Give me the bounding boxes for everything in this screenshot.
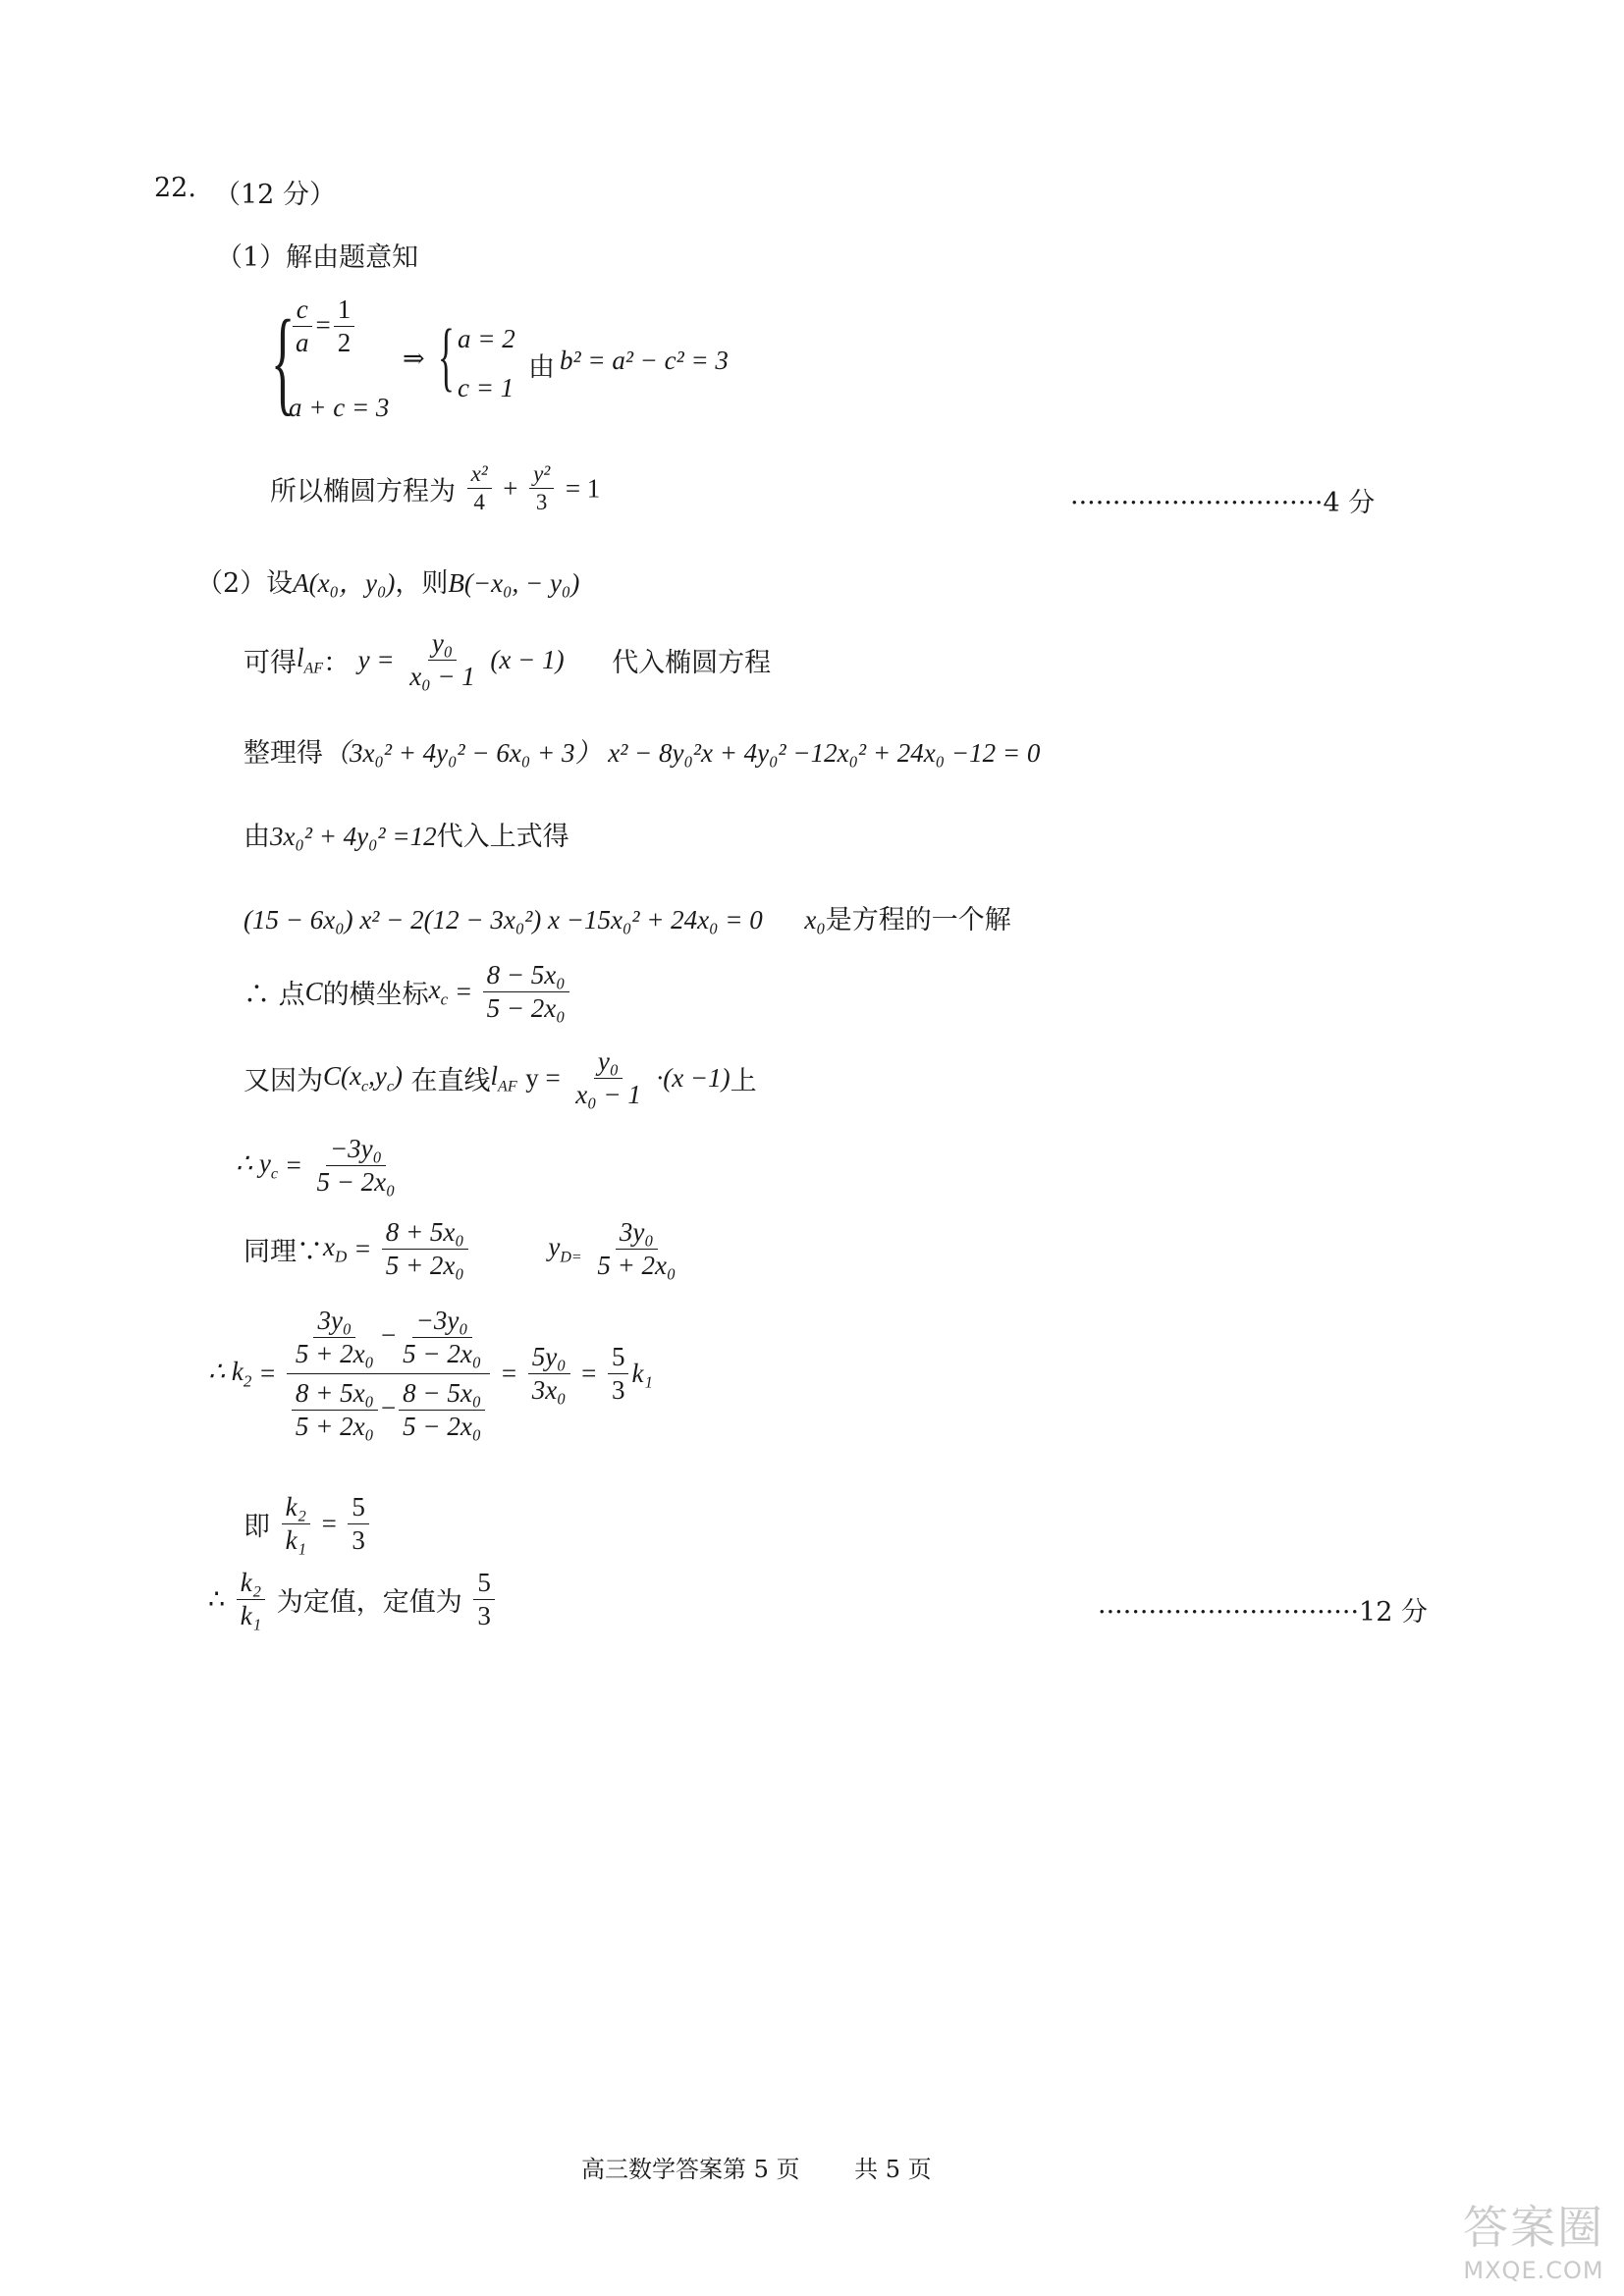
xc-line: ∴ 点C的横坐标$x_c$ = $\frac{\text{8 − 5x₀}}{\text{5 − 2x₀}}$ [244,960,572,1024]
ellipse-equation-line: 所以椭圆方程为 $\frac{\text{x²}}{4}$ + $\frac{\text{y²}}{3}$ = 1 [270,461,601,515]
yc-line: ∴ $y_c$ = $\frac{\text{−3y₀}}{\text{5 − 2x₀}}$ [236,1134,396,1198]
implies-arrow: ⇒ [403,344,425,373]
by-label: 由 [528,352,555,383]
page-footer: 高三数学答案第 5 页 共 5 页 [581,2156,932,2183]
line-af-equation: 可得$l_{AF}$： y = $\frac{\text{y₀}}{\text{x₀ − 1}}$ (x − 1) 代入椭圆方程 [244,628,772,692]
left-brace: { [271,295,296,426]
c-over-a-eq-half: $\frac{c}{a}$ = $\frac{1}{2}$ [289,294,357,358]
question-score: （12 分） [214,180,336,210]
a-plus-c-eq-3: a + c = 3 [289,393,390,422]
y2-over-3: $\frac{\text{y²}}{3}$ [529,461,554,516]
part1-label: （1）解由题意知 [216,242,419,273]
k2-derivation: ∴ $k_2$ = $\frac{\text{3y₀}}{\text{5 + 2x₀}}$ − $\frac{\text{−3y₀}}{\text{5 − 2x₀}}$ $\frac{\text{8 + 5x₀}}{\text{5 + 2x₀}}$ − $\frac{\text{8 − 5x₀}}{\text{5 − 2x₀}}$ = $\frac{\text{5y₀}}{\text{3x₀}}$ = $\frac{5}{3}$ k₁ [208,1306,653,1442]
b-squared-expr: b² = a² − c² = 3 [560,346,729,375]
part2-setup: （2）设A(x₀，y₀)，则B(−x₀, − y₀) [196,568,580,599]
score-4: ······························4 分 [1070,488,1376,518]
right-brace: { [438,313,455,399]
watermark-logo: 答案圈 MXQE.COM [1463,2201,1604,2284]
substitute-line: 由3x₀² + 4y₀² =12代入上式得 [244,822,569,852]
ratio-line: 即 $\frac{\text{k₂}}{\text{k₁}}$ = $\frac{5}{3}$ [244,1492,372,1556]
x2-over-4: $\frac{\text{x²}}{4}$ [467,461,492,516]
arrange-equation: 整理得（3x₀² + 4y₀² − 6x₀ + 3） x² − 8y₀²x + 4y₀² −12x₀² + 24x₀ −12 = 0 [244,738,1041,769]
a-eq-2: a = 2 [458,324,515,353]
question-number: 22. [154,173,196,203]
quadratic-equation: (15 − 6x₀) x² − 2(12 − 3x₀²) x −15x₀² + 24x₀ = 0 x₀是方程的一个解 [244,905,1011,935]
score-12: ·······························12 分 [1098,1597,1428,1628]
c-eq-1: c = 1 [458,373,514,402]
xd-yd-line: 同理$\because x_D$ = $\frac{\text{8 + 5x₀}}{\text{5 + 2x₀}}$ $y_{D=}$ $\frac{\text{3y₀}}{\text{5 + 2x₀}}$ [244,1217,677,1281]
final-conclusion: ∴ $\frac{\text{k₂}}{\text{k₁}}$ 为定值，定值为 $\frac{5}{3}$ [208,1568,498,1631]
k2-big-fraction: $\frac{\text{3y₀}}{\text{5 + 2x₀}}$ − $\frac{\text{−3y₀}}{\text{5 − 2x₀}}$ $\frac{\text{8 + 5x₀}}{\text{5 + 2x₀}}$ − $\frac{\text{8 − 5x₀}}{\text{5 − 2x₀}}$ [287,1306,490,1442]
ellipse-text: 所以椭圆方程为 [270,476,456,507]
c-on-line: 又因为$C(x_c,y_c)$ 在直线$l_{AF}$ y = $\frac{\text{y₀}}{\text{x₀ − 1}}$ ·(x −1)上 [244,1046,757,1110]
